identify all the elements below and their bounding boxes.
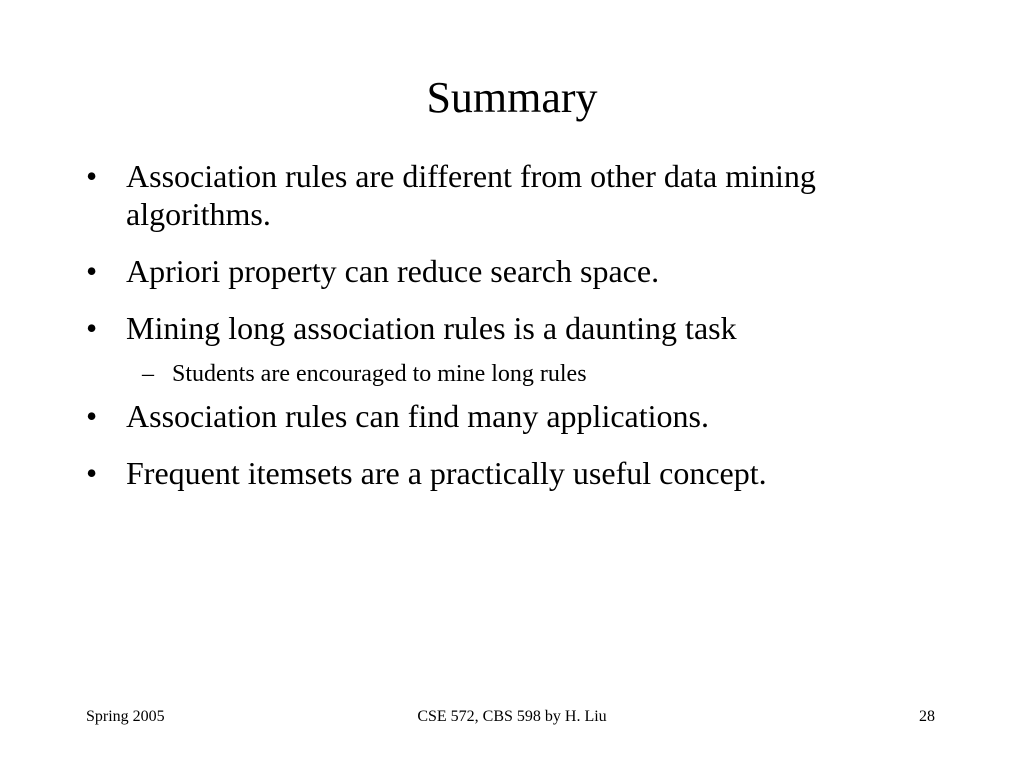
sub-bullet-item	[128, 359, 964, 389]
sub-bullet-list	[126, 359, 964, 389]
bullet-text: Association rules can find many applications.	[126, 398, 709, 434]
bullet-marker: •	[86, 455, 98, 491]
bullet-text: Association rules are different from other data mining algorithms.	[126, 158, 816, 232]
bullet-marker: •	[86, 158, 98, 194]
bullet-item	[84, 252, 964, 290]
bullet-item	[84, 397, 964, 435]
sub-bullet-marker: –	[142, 361, 154, 387]
bullet-marker: •	[86, 253, 98, 289]
bullet-marker: •	[86, 310, 98, 346]
slide-title: Summary	[426, 73, 598, 122]
bullet-text: Apriori property can reduce search space.	[126, 253, 660, 289]
sub-bullet-text: Students are encouraged to mine long rules	[172, 361, 587, 387]
bullet-item	[84, 454, 964, 492]
slide-number: 28	[919, 708, 935, 725]
bullet-item	[84, 157, 964, 233]
footer-date: Spring 2005	[86, 708, 165, 725]
footer-course: CSE 572, CBS 598 by H. Liu	[417, 708, 607, 725]
bullet-marker: •	[86, 398, 98, 434]
bullet-text: Mining long association rules is a daunting task	[126, 310, 737, 346]
bullet-item	[84, 309, 964, 389]
bullet-text: Frequent itemsets are a practically useful concept.	[126, 455, 767, 491]
bullet-list	[84, 157, 964, 511]
